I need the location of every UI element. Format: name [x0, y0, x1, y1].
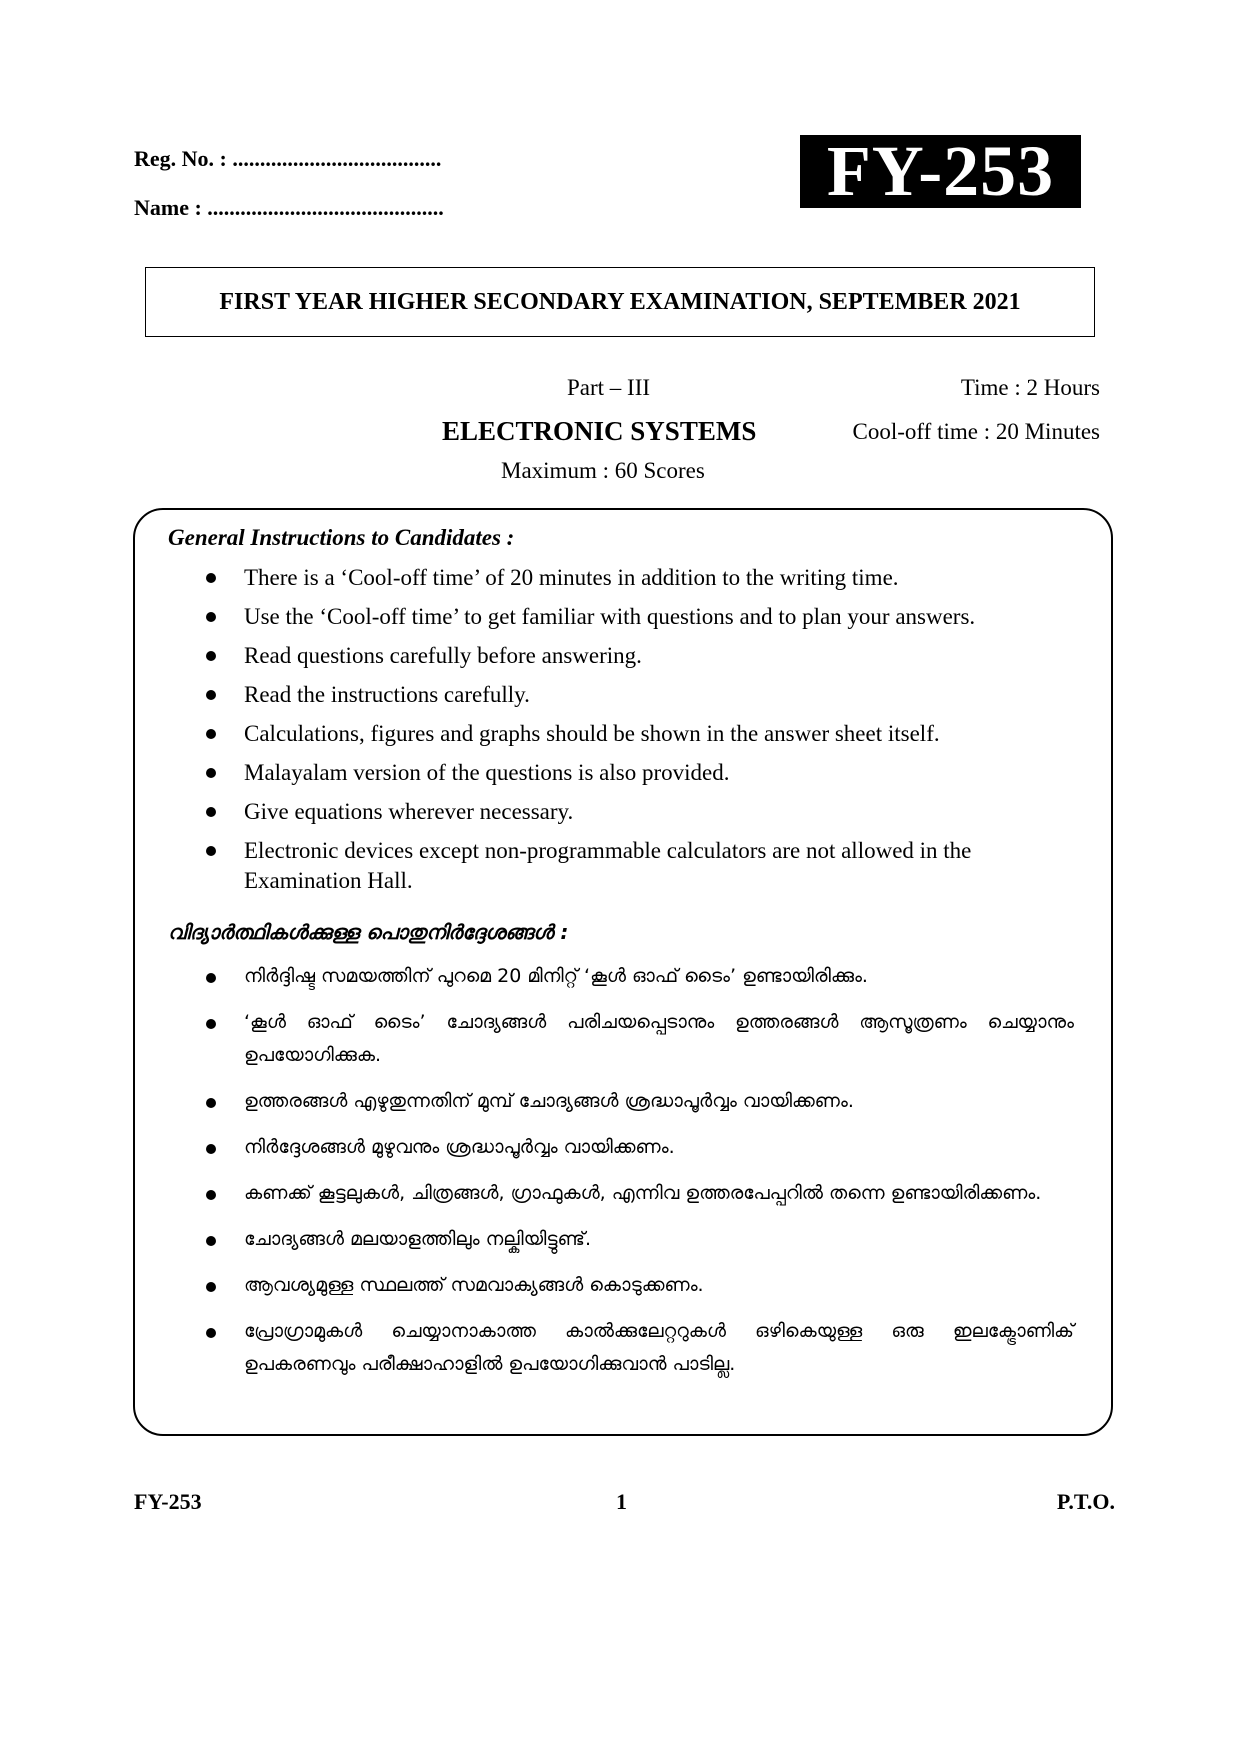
- bullet-icon: [206, 1328, 216, 1338]
- bullet-icon: [206, 1098, 216, 1108]
- list-item: നിർദ്ദിഷ്ട സമയത്തിന് പുറമെ 20 മിനിറ്റ് ‘കൂൾ ഓഫ് ടൈം’ ഉണ്ടായിരിക്കും.: [206, 960, 1074, 993]
- bullet-icon: [206, 1019, 216, 1029]
- bullet-icon: [206, 1144, 216, 1154]
- bullet-icon: [206, 768, 216, 778]
- bullet-icon: [206, 1282, 216, 1292]
- cool-off-label: Cool-off time : 20 Minutes: [852, 419, 1100, 444]
- bullet-icon: [206, 651, 216, 661]
- maximum-score-label: Maximum : 60 Scores: [501, 458, 705, 483]
- time-label: Time : 2 Hours: [960, 375, 1100, 400]
- instructions-list-ml: [206, 960, 1074, 1394]
- bullet-icon: [206, 807, 216, 817]
- list-item: നിർദ്ദേശങ്ങൾ മുഴുവനും ശ്രദ്ധാപൂർവ്വം വായിക്കണം.: [206, 1131, 1074, 1164]
- list-item: കണക്ക് കൂട്ടലുകൾ, ചിത്രങ്ങൾ, ഗ്രാഫുകൾ, എന്നിവ ഉത്തരപേപ്പറിൽ തന്നെ ഉണ്ടായിരിക്കണം.: [206, 1177, 1074, 1210]
- list-item: Give equations wherever necessary.: [206, 797, 1066, 827]
- reg-no-field: Reg. No. : ......................................: [134, 146, 442, 171]
- bullet-icon: [206, 973, 216, 983]
- instructions-list-en: [206, 563, 1066, 905]
- instructions-heading-en: General Instructions to Candidates :: [168, 525, 515, 550]
- bullet-icon: [206, 690, 216, 700]
- list-item: ചോദ്യങ്ങൾ മലയാളത്തിലും നല്കിയിട്ടുണ്ട്.: [206, 1223, 1074, 1256]
- exam-title: FIRST YEAR HIGHER SECONDARY EXAMINATION, SEPTEMBER 2021: [145, 267, 1095, 337]
- bullet-icon: [206, 1190, 216, 1200]
- pto-label: P.T.O.: [1056, 1489, 1115, 1514]
- list-item: Electronic devices except non-programmable calculators are not allowed in the Examination Hall.: [206, 836, 1066, 896]
- bullet-icon: [206, 1236, 216, 1246]
- footer-paper-code: FY-253: [134, 1489, 202, 1514]
- bullet-icon: [206, 846, 216, 856]
- list-item: Use the ‘Cool-off time’ to get familiar with questions and to plan your answers.: [206, 602, 1066, 632]
- bullet-icon: [206, 612, 216, 622]
- list-item: പ്രോഗ്രാമുകൾ ചെയ്യാനാകാത്ത കാൽക്കുലേറ്ററുകൾ ഒഴികെയുള്ള ഒരു ഇലക്ട്രോണിക് ഉപകരണവും പരീക്ഷാഹാളിൽ ഉപയോഗിക്കുവാൻ പാടില്ല.: [206, 1315, 1074, 1381]
- page-number: 1: [616, 1489, 627, 1514]
- list-item: ആവശ്യമുള്ള സ്ഥലത്ത് സമവാക്യങ്ങൾ കൊടുക്കണം.: [206, 1269, 1074, 1302]
- list-item: Read the instructions carefully.: [206, 680, 1066, 710]
- instructions-heading-ml: വിദ്യാർത്ഥികൾക്കുള്ള പൊതുനിർദ്ദേശങ്ങൾ :: [168, 920, 569, 944]
- paper-code-badge: FY-253: [800, 135, 1081, 208]
- bullet-icon: [206, 573, 216, 583]
- list-item: ‘കൂൾ ഓഫ് ടൈം’ ചോദ്യങ്ങൾ പരിചയപ്പെടാനും ഉത്തരങ്ങൾ ആസൂത്രണം ചെയ്യാനും ഉപയോഗിക്കുക.: [206, 1006, 1074, 1072]
- list-item: Malayalam version of the questions is also provided.: [206, 758, 1066, 788]
- list-item: ഉത്തരങ്ങൾ എഴുതുന്നതിന് മുമ്പ് ചോദ്യങ്ങൾ ശ്രദ്ധാപൂർവ്വം വായിക്കണം.: [206, 1085, 1074, 1118]
- name-field: Name : ...........................................: [134, 195, 444, 220]
- part-label: Part – III: [567, 375, 651, 400]
- list-item: There is a ‘Cool-off time’ of 20 minutes in addition to the writing time.: [206, 563, 1066, 593]
- list-item: Calculations, figures and graphs should be shown in the answer sheet itself.: [206, 719, 1066, 749]
- subject-title: ELECTRONIC SYSTEMS: [442, 416, 757, 446]
- list-item: Read questions carefully before answering.: [206, 641, 1066, 671]
- bullet-icon: [206, 729, 216, 739]
